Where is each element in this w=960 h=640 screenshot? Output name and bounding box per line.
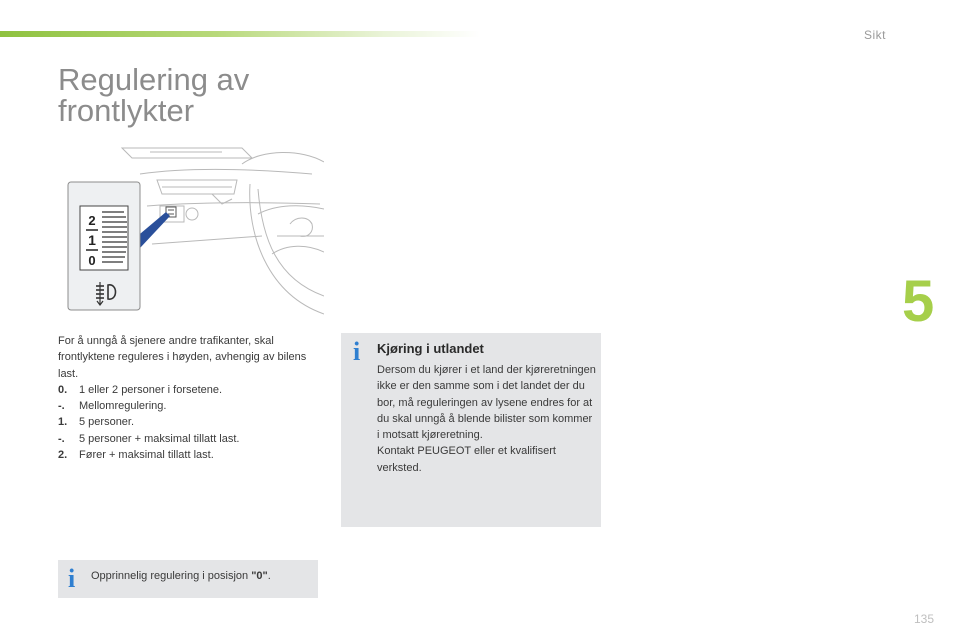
note-text [91, 570, 271, 582]
dial-label-2: 2 [88, 213, 96, 228]
info-box-driving-abroad [341, 333, 601, 527]
position-text: 5 personer. [79, 416, 135, 429]
position-text: 5 personer + maksimal tillatt last. [79, 432, 240, 445]
page-title-line2: frontlykter [58, 93, 195, 128]
note-text-prefix: Opprinnelig regulering i posisjon [91, 570, 252, 582]
position-item [58, 431, 316, 447]
page-title-line1: Regulering av [58, 62, 250, 97]
position-text: 1 eller 2 personer i forsetene. [79, 383, 223, 396]
position-item [58, 382, 316, 398]
position-key: 2. [58, 449, 68, 462]
note-text-suffix: . [267, 570, 271, 582]
intro-paragraph: For å unngå å sjenere andre trafikanter, skal frontlyktene reguleres i høyden, avhengig av bilens last. [58, 335, 307, 380]
dial-label-1: 1 [88, 232, 96, 248]
position-key: 1. [58, 416, 68, 429]
info-icon: i [353, 337, 361, 366]
position-text: Mellomregulering. [79, 400, 167, 413]
info-paragraph-1: Dersom du kjører i et land der kjøreretningen ikke er den samme som i det landet der du bor, må reguleringen av lysene endres for at du skal unngå å blende bilister som kommer i motsatt kjøreretning. [377, 364, 596, 442]
chapter-number: 5 [902, 269, 935, 334]
position-key: -. [58, 400, 65, 413]
body-text [58, 333, 316, 463]
page-number: 135 [913, 612, 934, 626]
section-label: Sikt [863, 28, 886, 42]
position-key: -. [58, 432, 65, 445]
info-text [377, 362, 597, 476]
note-text-value: "0" [251, 570, 268, 582]
position-item [58, 414, 316, 430]
info-heading: Kjøring i utlandet [377, 341, 484, 356]
headlamp-adjuster-illustration [62, 144, 324, 316]
position-text: Fører + maksimal tillatt last. [79, 449, 214, 462]
info-paragraph-2: Kontakt PEUGEOT eller et kvalifisert verksted. [377, 445, 556, 474]
position-key: 0. [58, 383, 68, 396]
info-icon: i [68, 564, 76, 593]
page-title [58, 64, 249, 126]
dial-label-0: 0 [88, 253, 96, 268]
position-item [58, 398, 316, 414]
header-accent-bar [0, 31, 480, 37]
note-box-initial-setting [58, 560, 318, 598]
position-item [58, 447, 316, 463]
